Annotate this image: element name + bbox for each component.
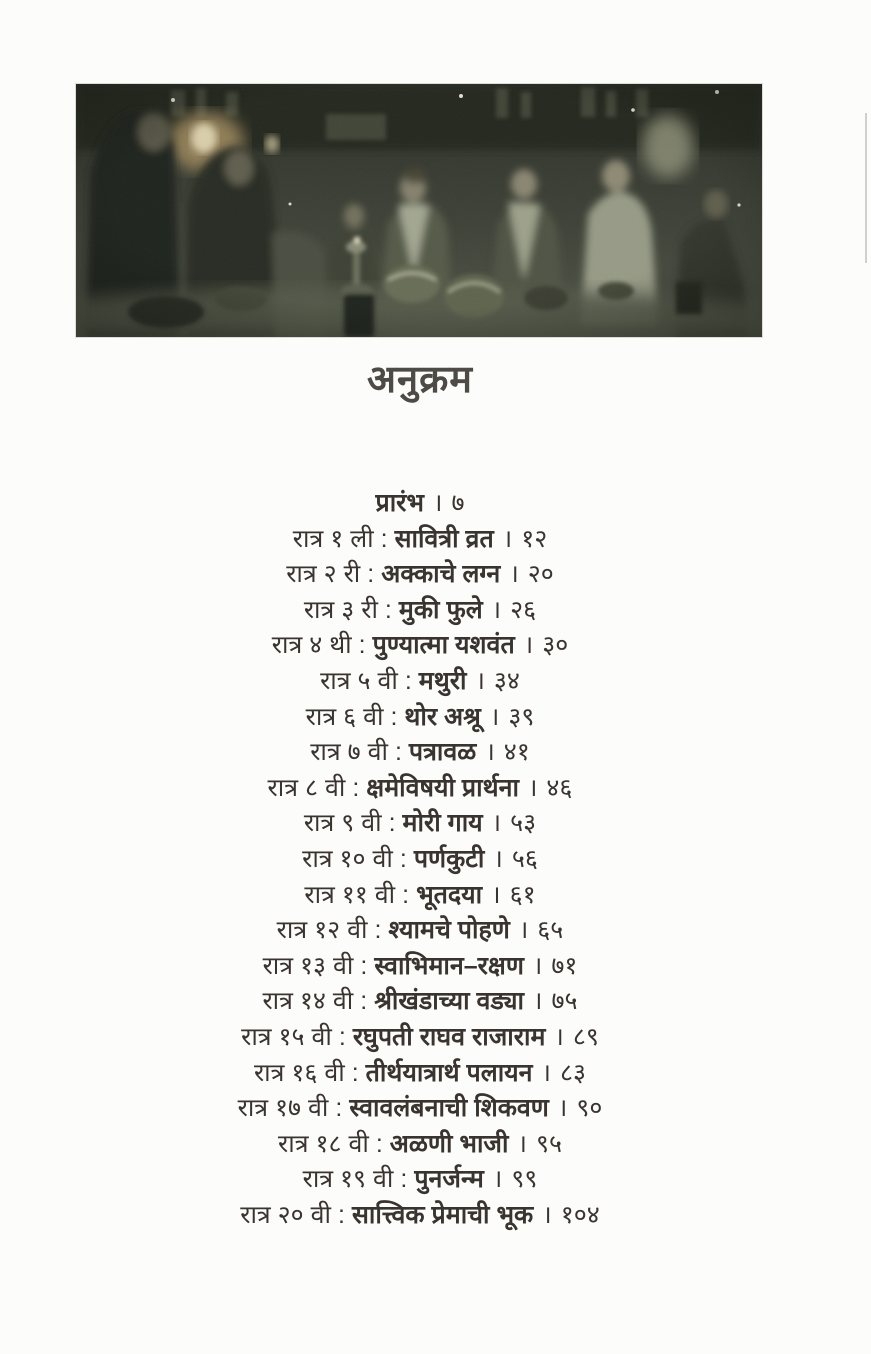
toc-entry-prefix: रात्र १३ वी — [262, 951, 354, 980]
toc-entry-title: सावित्री व्रत — [394, 524, 494, 553]
page-title: अनुक्रम — [366, 359, 474, 401]
toc-entry-colon: : — [367, 560, 375, 589]
toc-entry-separator: । — [492, 1165, 503, 1194]
toc-entry-prefix: रात्र १० वी — [302, 844, 393, 873]
toc-entry-page: ६५ — [537, 916, 564, 945]
toc-entry-page: ७५ — [551, 987, 578, 1016]
toc-entry-page: ४१ — [503, 738, 530, 767]
toc-entry — [0, 984, 840, 1020]
toc-entry-prefix: रात्र १७ वी — [237, 1094, 329, 1123]
toc-entry — [0, 664, 840, 700]
toc-opening-title: प्रारंभ — [375, 489, 424, 517]
toc-entry-colon: : — [404, 666, 412, 695]
toc-entry-page: ३० — [542, 631, 569, 660]
toc-entry-title: पुण्यात्मा यशवंत — [372, 631, 515, 660]
toc-entry-separator: । — [533, 987, 543, 1016]
toc-entry-colon: : — [338, 1200, 345, 1229]
toc-entry — [0, 949, 840, 985]
toc-entry-separator: । — [523, 631, 534, 660]
toc-entry-separator: । — [509, 560, 519, 589]
toc-entry-page: ३४ — [493, 666, 520, 695]
toc-entry-separator: । — [491, 880, 501, 909]
toc-entry-page: २० — [527, 560, 554, 589]
toc-opening-page: ७ — [451, 489, 465, 517]
toc-entry-prefix: रात्र १६ वी — [253, 1058, 345, 1087]
toc-entry-separator: । — [541, 1058, 552, 1087]
toc-entry-colon: : — [360, 951, 368, 980]
toc-entry-separator: । — [502, 524, 513, 553]
toc-entry-colon: : — [360, 987, 368, 1016]
toc-entry-prefix: रात्र १ ली — [292, 524, 374, 553]
page-edge-scan-line — [865, 113, 867, 263]
toc-entry-separator: । — [527, 773, 538, 802]
toc-entry-title: सात्त्विक प्रेमाची भूक — [351, 1200, 534, 1229]
toc-entry-page: १०४ — [560, 1200, 600, 1229]
toc-entry — [0, 522, 840, 558]
toc-entry-prefix: रात्र २० वी — [240, 1200, 332, 1229]
toc-entry — [0, 735, 840, 771]
toc-entry-page: ८९ — [572, 1022, 599, 1051]
toc-entry-prefix: रात्र ८ वी — [267, 773, 346, 802]
toc-entry-page: ६१ — [509, 880, 536, 909]
toc-entry-separator: । — [554, 1022, 564, 1051]
toc-entry-title: पर्णकुटी — [413, 844, 485, 873]
toc-entry-colon: : — [352, 773, 360, 802]
toc-entry-separator: । — [532, 951, 543, 980]
toc-entry — [0, 593, 840, 629]
toc-entry-separator: । — [489, 702, 500, 731]
toc-entry-page: ५३ — [510, 809, 537, 838]
toc-entry-colon: : — [380, 524, 388, 553]
toc-entry-page: ५६ — [511, 844, 538, 873]
toc-entry-colon: : — [402, 880, 410, 909]
toc-entry — [0, 806, 840, 842]
toc-entry-prefix: रात्र १८ वी — [278, 1129, 369, 1158]
toc-entry-prefix: रात्र ३ री — [303, 595, 378, 624]
toc-entry-colon: : — [400, 1165, 408, 1194]
toc-entry-separator: । — [542, 1200, 552, 1229]
toc-entry-colon: : — [399, 844, 407, 873]
toc-entry-prefix: रात्र ९ वी — [303, 809, 382, 838]
toc-entry-title: तीर्थयात्रार्थ पलायन — [365, 1058, 533, 1087]
toc-entry-separator: । — [475, 666, 485, 695]
toc-entry-title: भूतदया — [416, 880, 483, 909]
toc-entry-title: स्वाभिमान–रक्षण — [374, 951, 524, 980]
toc-entry-title: अळणी भाजी — [389, 1129, 509, 1158]
toc-opening — [0, 486, 840, 522]
toc-entry-title: पुनर्जन्म — [414, 1165, 484, 1194]
toc-entry-page: ३९ — [508, 702, 535, 731]
toc-entry-prefix: रात्र १४ वी — [262, 987, 354, 1016]
toc-entry-prefix: रात्र ६ वी — [305, 702, 384, 731]
photo-illustration — [76, 84, 762, 337]
toc-entry — [0, 628, 840, 664]
toc-separator: । — [433, 489, 443, 517]
toc-entry — [0, 1091, 840, 1127]
toc-entry-colon: : — [374, 916, 382, 945]
chapter-photo — [76, 84, 762, 337]
toc-entry-separator: । — [493, 844, 503, 873]
toc-entry-separator: । — [518, 916, 529, 945]
toc-entry-separator: । — [491, 809, 502, 838]
toc-entry-prefix: रात्र ७ वी — [310, 738, 388, 767]
toc-entry-separator: । — [517, 1129, 527, 1158]
toc-entry — [0, 878, 840, 914]
toc-entry-colon: : — [384, 595, 392, 624]
toc-entry — [0, 700, 840, 736]
toc-list — [0, 486, 840, 1233]
toc-entry-separator: । — [485, 738, 495, 767]
toc-entry-page: १२ — [521, 524, 548, 553]
toc-entry-title: रघुपती राघव राजाराम — [352, 1022, 546, 1051]
toc-entry-separator: । — [491, 595, 502, 624]
toc-entry-page: ४६ — [546, 773, 573, 802]
toc-entry-colon: : — [358, 631, 366, 660]
toc-entry — [0, 913, 840, 949]
toc-entry — [0, 1198, 840, 1234]
toc-entry — [0, 771, 840, 807]
toc-entry-colon: : — [335, 1094, 343, 1123]
toc-entry-colon: : — [338, 1022, 346, 1051]
toc-entry-title: श्रीखंडाच्या वड्या — [374, 987, 525, 1016]
toc-entry-prefix: रात्र ११ वी — [304, 880, 396, 909]
toc-entry-page: ९० — [576, 1094, 603, 1123]
toc-entry-prefix: रात्र ४ थी — [271, 631, 352, 660]
toc-entry — [0, 557, 840, 593]
toc-entry — [0, 1020, 840, 1056]
toc-entry-prefix: रात्र १५ वी — [241, 1022, 332, 1051]
toc-entry — [0, 1162, 840, 1198]
toc-entry-title: मोरी गाय — [402, 809, 483, 838]
toc-entry-page: २६ — [510, 595, 537, 624]
toc-entry-colon: : — [375, 1129, 383, 1158]
toc-entry-title: क्षमेविषयी प्रार्थना — [366, 773, 519, 802]
toc-entry-page: ७१ — [551, 951, 578, 980]
toc-entry-colon: : — [351, 1058, 359, 1087]
toc-entry-title: मुकी फुले — [398, 595, 483, 624]
toc-entry-page: ८३ — [560, 1058, 587, 1087]
toc-entry-title: श्यामचे पोहणे — [388, 916, 510, 945]
toc-entry-title: अक्काचे लग्न — [381, 560, 501, 589]
toc-entry-colon: : — [394, 738, 402, 767]
toc-entry-colon: : — [388, 809, 396, 838]
toc-entry — [0, 1056, 840, 1092]
toc-entry-prefix: रात्र १२ वी — [276, 916, 368, 945]
toc-entry-title: स्वावलंबनाची शिकवण — [349, 1094, 549, 1123]
toc-entry-separator: । — [557, 1094, 568, 1123]
toc-entry-title: थोर अश्रू — [404, 702, 481, 731]
toc-entry-title: पत्रावळ — [408, 738, 477, 767]
toc-entry-prefix: रात्र १९ वी — [302, 1165, 394, 1194]
toc-entry — [0, 842, 840, 878]
toc-entry-title: मथुरी — [418, 666, 467, 695]
toc-entry-page: ९९ — [511, 1165, 538, 1194]
toc-entry-prefix: रात्र ५ वी — [320, 666, 398, 695]
toc-entry-prefix: रात्र २ री — [286, 560, 361, 589]
toc-entry-colon: : — [390, 702, 398, 731]
toc-entry — [0, 1127, 840, 1163]
toc-entry-page: ९५ — [535, 1129, 562, 1158]
